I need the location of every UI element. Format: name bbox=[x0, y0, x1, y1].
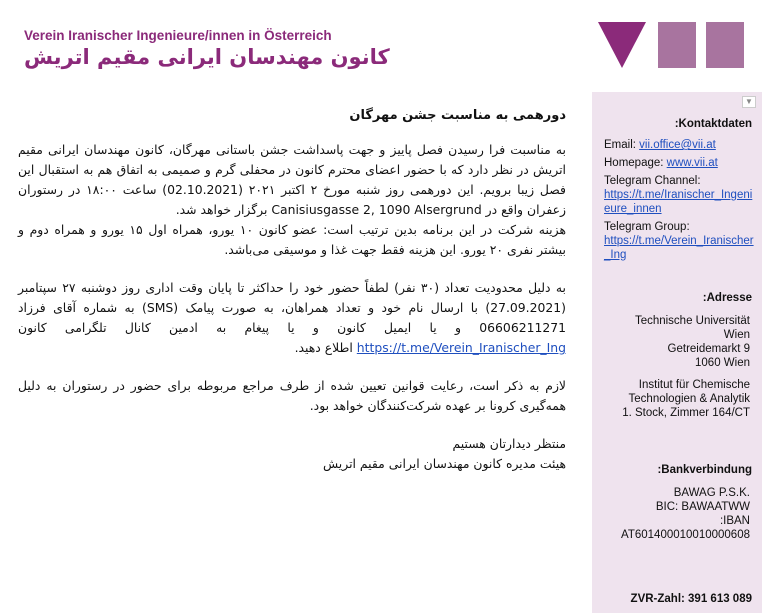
contact-block bbox=[604, 138, 754, 266]
closing-line: منتظر دیدارتان هستیم bbox=[452, 436, 566, 451]
email-row bbox=[604, 138, 754, 152]
institute-block bbox=[622, 378, 750, 420]
address-line: 1060 Wien bbox=[695, 357, 750, 369]
registration-end: اطلاع دهید. bbox=[294, 340, 353, 355]
signature-line: هیئت مدیره کانون مهندسان ایرانی مقیم اتریش bbox=[322, 456, 566, 471]
telegram-channel-label: Telegram Channel: bbox=[604, 175, 701, 187]
telegram-admin-link[interactable]: https://t.me/Verein_Iranischer_Ing bbox=[356, 340, 566, 355]
org-name-persian: کانون مهندسان ایرانی مقیم اتریش bbox=[24, 45, 390, 69]
homepage-row bbox=[604, 156, 754, 170]
chevron-down-icon[interactable]: ▼ bbox=[742, 96, 756, 108]
paragraph-cost: هزینه شرکت در این برنامه بدین ترتیب است: عضو کانون ۱۰ یورو، همراه اول ۱۵ یورو و همراه دوم و بیشتر نفری ۲۰ یورو. این هزینه فقط جهت غذا و موسیقی می‌باشد. bbox=[18, 222, 566, 257]
contact-heading: :Kontaktdaten bbox=[674, 118, 752, 130]
iban-value: AT601400010010000608 bbox=[621, 529, 750, 541]
iban-label: :IBAN bbox=[719, 515, 750, 527]
telegram-group-link[interactable]: https://t.me/Verein_Iranischer_Ing bbox=[604, 235, 754, 261]
paragraph-intro: به مناسبت فرا رسیدن فصل پاییز و جهت پاسداشت جشن باستانی مهرگان، کانون مهندسان ایرانی مقیم اتریش در نظر دارد که با حضور اعضای محترم کانون در محفلی گرم و صمیمی به اتفاق هم به استقبال این فصل زیبا برویم. این دورهمی روز شنبه مورخ ۲ اکتبر ۲۰۲۱ (02.10.2021) ساعت ۱۸:۰۰ در رستوران زعفران واقع در Canisiusgasse 2, 1090 Alsergrund برگزار خواهد شد. bbox=[18, 142, 566, 217]
logo-triangle-squares bbox=[598, 20, 754, 70]
address-line: Technische Universität bbox=[634, 315, 750, 327]
registration-text: به دلیل محدودیت تعداد (۳۰ نفر) لطفاً حضور خود را حداکثر تا پایان وقت اداری روز دوشنبه ۲۷ سپتامبر (27.09.2021) با ارسال نام خود و تعداد همراهان، به صورت پیامک (SMS) به شماره آقای فرزاد 06606211271 و یا ایمیل کانون و یا پیغام به ادمین کانال تلگرامی کانون bbox=[18, 280, 566, 335]
homepage-link[interactable]: www.vii.at bbox=[666, 157, 718, 169]
email-label: Email: bbox=[604, 139, 636, 151]
address-block bbox=[635, 314, 750, 370]
paragraph-registration bbox=[18, 278, 566, 358]
address-line: Wien bbox=[723, 329, 750, 341]
bank-name: BAWAG P.S.K. bbox=[673, 487, 750, 499]
invitation-body bbox=[18, 106, 566, 474]
address-heading: :Adresse bbox=[702, 292, 752, 304]
telegram-group-label: Telegram Group: bbox=[604, 221, 690, 233]
address-line: Getreidemarkt 9 bbox=[667, 343, 750, 355]
bank-block bbox=[621, 486, 750, 542]
institute-line: Technologien & Analytik bbox=[628, 393, 750, 405]
institute-line: Institut für Chemische bbox=[638, 379, 750, 391]
telegram-group-row bbox=[604, 220, 754, 262]
bank-bic: BIC: BAWAATWW bbox=[655, 501, 750, 513]
email-link[interactable]: vii.office@vii.at bbox=[639, 139, 716, 151]
contact-sidebar bbox=[592, 92, 762, 613]
zvr-number: ZVR-Zahl: 391 613 089 bbox=[630, 593, 752, 605]
institute-line: 1. Stock, Zimmer 164/CT bbox=[622, 407, 750, 419]
org-name-german: Verein Iranischer Ingenieure/innen in Österreich bbox=[24, 28, 332, 43]
paragraph-covid-notice: لازم به ذکر است، رعایت قوانین تعیین شده از طرف مراجع مربوطه برای حضور در رستوران به دلیل همه‌گیری کرونا بر عهده شرکت‌کنندگان خواهد بود. bbox=[18, 378, 566, 413]
bank-heading: :Bankverbindung bbox=[657, 464, 752, 476]
invitation-title: دورهمی به مناسبت جشن مهرگان bbox=[349, 108, 566, 123]
telegram-channel-row bbox=[604, 174, 754, 216]
telegram-channel-link[interactable]: https://t.me/Iranischer_Ingenieure_innen bbox=[604, 189, 753, 215]
homepage-label: Homepage: bbox=[604, 157, 664, 169]
